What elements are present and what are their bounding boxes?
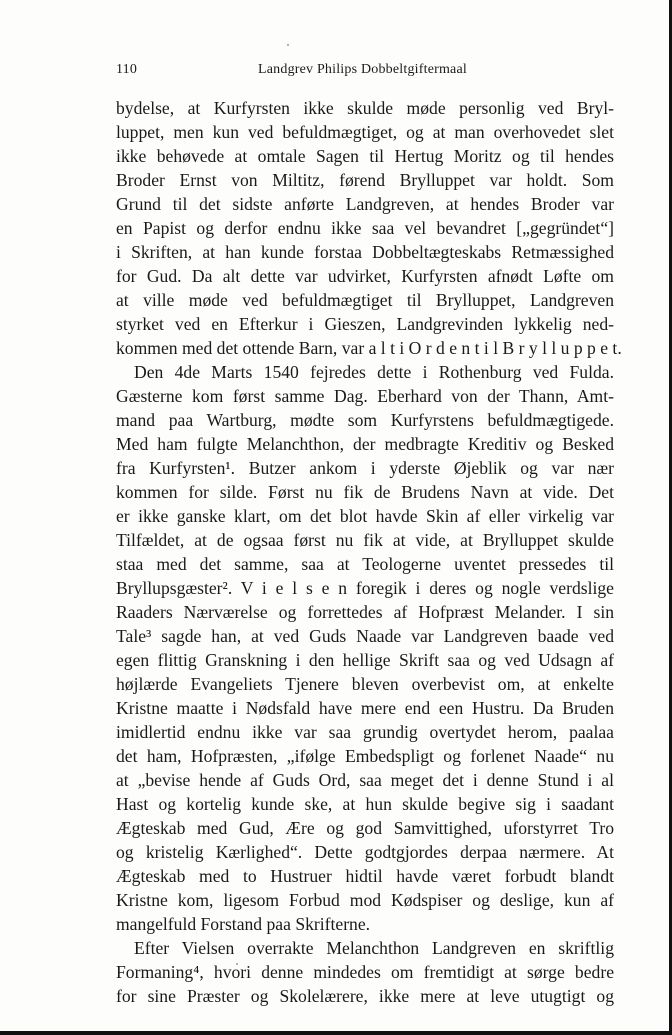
body-text [116, 96, 622, 1008]
text-line: Hast og kortelig kunde ske, at hun skulde begive sig i saadant [116, 794, 614, 814]
text-line: Gæsterne kom først samme Dag. Eberhard von der Thann, Amt- [116, 386, 614, 406]
text-line: Den 4de Marts 1540 fejredes dette i Rothenburg ved Fulda. [134, 362, 614, 382]
text-line: mand paa Wartburg, mødte som Kurfyrstens befuldmægtigede. [116, 410, 614, 430]
text-line: i Skriften, at han kunde forstaa Dobbeltægteskabs Retmæssighed [116, 242, 614, 262]
running-title: Landgrev Philips Dobbeltgiftermaal [258, 62, 467, 77]
text-line: er ikke ganske klart, om det blot havde Skin af eller virkelig var [116, 506, 614, 526]
text-line: imidlertid endnu ikke var saa grundig overtydet herom, paalaa [116, 722, 614, 742]
text-line: en Papist og derfor endnu ikke saa vel bevandret [„gegründet“] [116, 218, 614, 238]
text-line: kommen for silde. Først nu fik de Brudens Navn at vide. Det [116, 482, 614, 502]
page-edge-bottom [0, 1031, 672, 1035]
text-line: staa med det samme, saa at Teologerne uventet pressedes til [116, 554, 614, 574]
text-line: Ægteskab med Gud, Ære og god Samvittighed, uforstyrret Tro [116, 818, 614, 838]
text-line: Kristne kom, ligesom Forbud mod Kødspiser og deslige, kun af [116, 890, 614, 910]
text-line: egen flittig Granskning i den hellige Skrift saa og ved Udsagn af [116, 650, 614, 670]
text-line: Formaning⁴, hvori denne mindedes om fremtidigt at sørge bedre [116, 962, 614, 982]
text-line: bydelse, at Kurfyrsten ikke skulde møde personlig ved Bryl- [116, 98, 614, 118]
text-line: kommen med det ottende Barn, var a l t i O r d e n t i l B r y l l u p p e t. [116, 338, 622, 358]
text-line: og kristelig Kærlighed“. Dette godtgjordes derpaa nærmere. At [116, 842, 614, 862]
text-line: Med ham fulgte Melanchthon, der medbragte Kreditiv og Besked [116, 434, 614, 454]
page-number: 110 [116, 62, 138, 77]
text-line: højlærde Evangeliets Tjenere bleven overbevist om, at enkelte [116, 674, 614, 694]
text-line: styrket ved en Efterkur i Gieszen, Landgrevinden lykkelig ned- [116, 314, 614, 334]
text-line: Kristne maatte i Nødsfald have mere end een Hustru. Da Bruden [116, 698, 614, 718]
text-line: fra Kurfyrsten¹. Butzer ankom i yderste Øjeblik og var nær [116, 458, 614, 478]
text-line: mangelfuld Forstand paa Skrifterne. [116, 914, 371, 934]
text-line: at ville møde ved befuldmægtiget til Brylluppet, Landgreven [116, 290, 614, 310]
text-line: Tale³ sagde han, at ved Guds Naade var Landgreven baade ved [116, 626, 614, 646]
text-line: Efter Vielsen overrakte Melanchthon Landgreven en skriftlig [134, 938, 614, 958]
text-line: Tilfældet, at de ogsaa først nu fik at vide, at Brylluppet skulde [116, 530, 614, 550]
text-line: ikke behøvede at omtale Sagen til Hertug Moritz og til hendes [116, 146, 614, 166]
text-line: det ham, Hofpræsten, „ifølge Embedspligt og forlenet Naade“ nu [116, 746, 614, 766]
text-line: Broder Ernst von Miltitz, førend Brylluppet var holdt. Som [116, 170, 614, 190]
text-line: Bryllupsgæster². V i e l s e n foregik i deres og nogle verdslige [116, 578, 614, 598]
running-head [116, 62, 616, 82]
text-line: for Gud. Da alt dette var udvirket, Kurfyrsten afnødt Løfte om [116, 266, 614, 286]
paper-speck [287, 44, 289, 46]
text-line: Raaders Nærværelse og forrettedes af Hofpræst Melander. I sin [116, 602, 614, 622]
text-line: Grund til det sidste anførte Landgreven, at hendes Broder var [116, 194, 614, 214]
text-line: Ægteskab med to Hustruer hidtil havde været forbudt blandt [116, 866, 614, 886]
text-line: at „bevise hende af Guds Ord, saa meget det i denne Stund i al [116, 770, 614, 790]
text-line: for sine Præster og Skolelærere, ikke mere at leve utugtigt og [116, 986, 614, 1006]
text-line: luppet, men kun ved befuldmægtiget, og at man overhovedet slet [116, 122, 614, 142]
